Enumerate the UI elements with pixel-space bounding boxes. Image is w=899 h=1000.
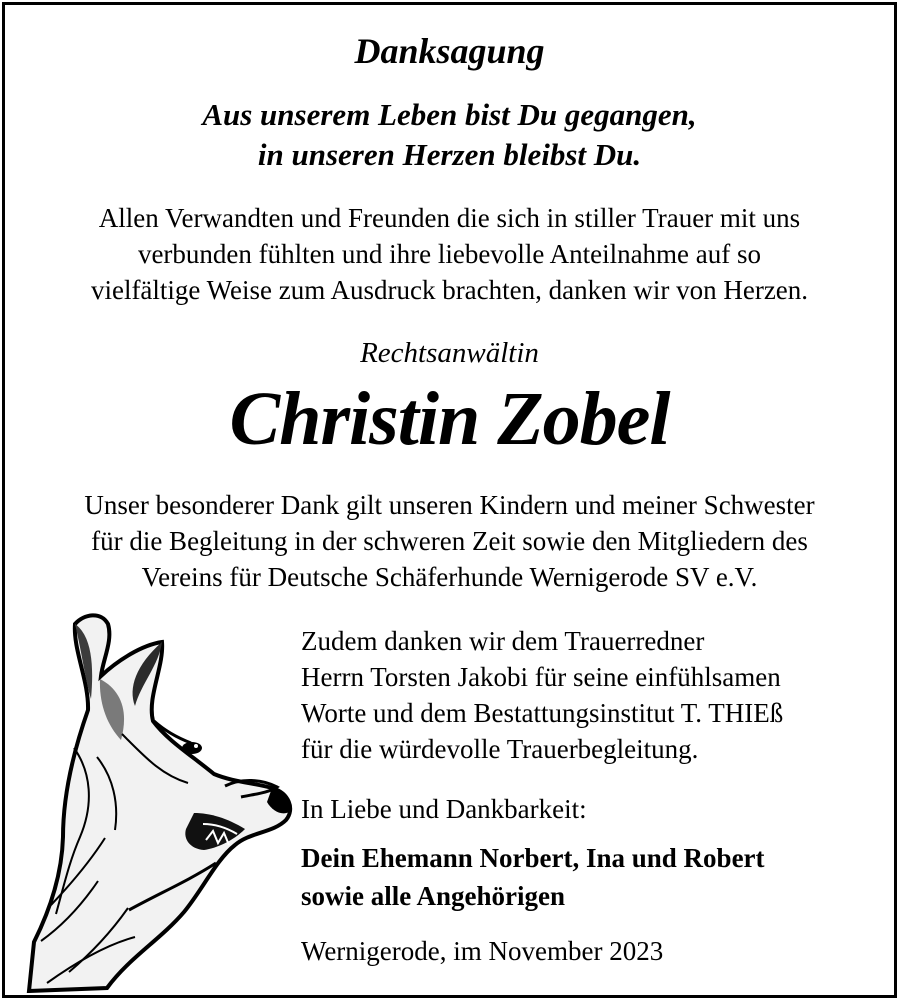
place-and-date: Wernigerode, im November 2023 [301, 936, 664, 966]
signers-block [301, 839, 891, 915]
additional-thanks-line-3: Worte und dem Bestattungsinstitut T. THIEß [301, 698, 784, 728]
memorial-motto [5, 95, 894, 175]
special-thanks-line-3: Vereins für Deutsche Schäferhunde Wernigerode SV e.V. [141, 562, 758, 592]
deceased-name: Christin Zobel [229, 377, 670, 461]
signers-line-1: Dein Ehemann Norbert, Ina und Robert [301, 843, 765, 873]
additional-thanks-line-1: Zudem danken wir dem Trauerredner [301, 626, 705, 656]
notice-title: Danksagung [354, 31, 545, 71]
motto-line-1: Aus unserem Leben bist Du gegangen, [202, 97, 697, 132]
general-thanks-text [5, 200, 894, 308]
german-shepherd-icon [17, 593, 297, 993]
additional-thanks-line-4: für die würdevolle Trauerbegleitung. [301, 734, 699, 764]
additional-thanks-line-2: Herrn Torsten Jakobi für seine einfühlsamen [301, 662, 781, 692]
general-thanks-line-2: verbunden fühlten und ihre liebevolle Anteilnahme auf so [137, 239, 762, 269]
general-thanks-line-1: Allen Verwandten und Freunden die sich in stiller Trauer mit uns [98, 203, 801, 233]
special-thanks-text [5, 487, 894, 595]
additional-thanks-text [301, 623, 891, 767]
special-thanks-line-1: Unser besonderer Dank gilt unseren Kindern und meiner Schwester [84, 490, 815, 520]
profession-label: Rechtsanwältin [360, 337, 539, 369]
general-thanks-line-3: vielfältige Weise zum Ausdruck brachten, danken wir von Herzen. [90, 275, 809, 305]
motto-line-2: in unseren Herzen bleibst Du. [257, 137, 642, 172]
obituary-thanks-notice [2, 2, 897, 998]
signers-line-2: sowie alle Angehörigen [301, 881, 565, 911]
closing-greeting: In Liebe und Dankbarkeit: [301, 794, 587, 824]
special-thanks-line-2: für die Begleitung in der schweren Zeit sowie den Mitgliedern des [91, 526, 808, 556]
